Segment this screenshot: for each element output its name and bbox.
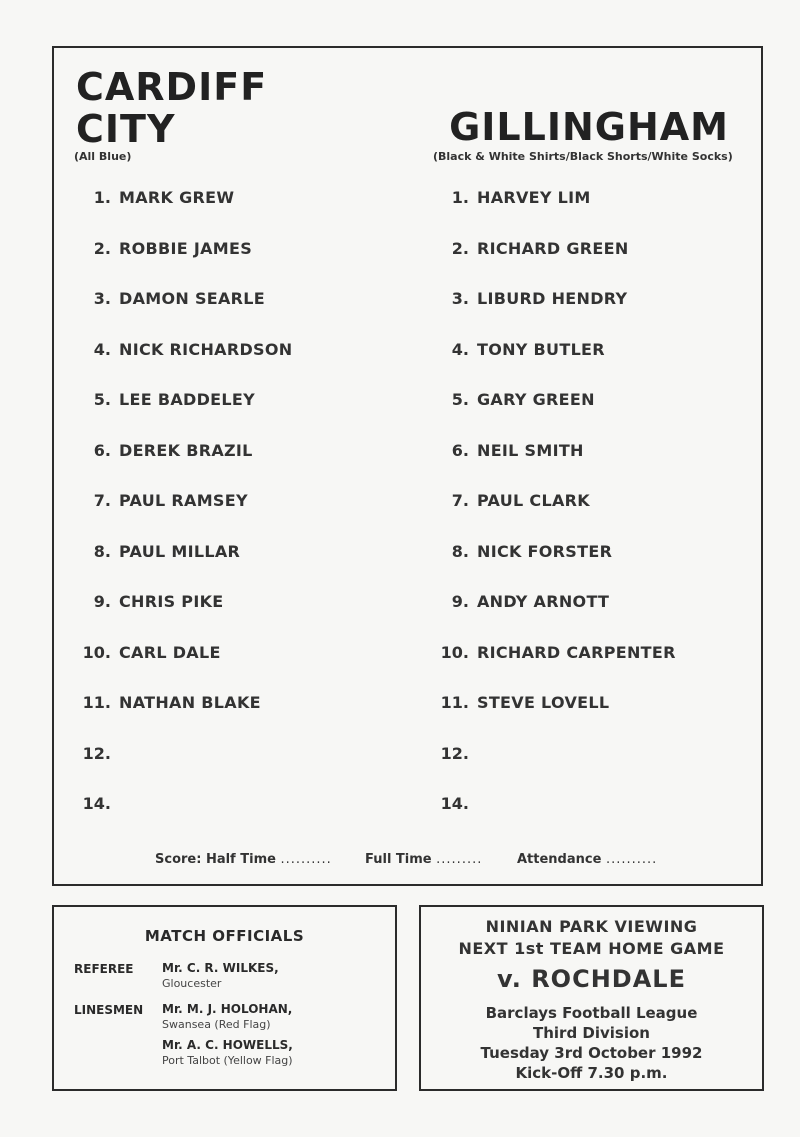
referee-label: REFEREE: [74, 962, 134, 976]
fixture-division: Third Division: [533, 1024, 650, 1042]
shirt-number: 3.: [93, 289, 111, 308]
player-name: HARVEY LIM: [477, 188, 591, 207]
attendance: [517, 852, 657, 867]
shirt-number: 12.: [82, 743, 111, 763]
fixture-line1: NINIAN PARK VIEWING: [485, 917, 698, 936]
shirt-number: 4.: [93, 339, 111, 359]
linesman-1-place: Swansea (Red Flag): [162, 1018, 271, 1031]
fixture-date: Tuesday 3rd October 1992: [480, 1044, 703, 1062]
player-name: CHRIS PIKE: [119, 592, 224, 611]
shirt-number: 8.: [93, 541, 111, 561]
player-name: CARL DALE: [119, 642, 221, 662]
shirt-number: 10.: [82, 642, 111, 662]
away-kit: (Black & White Shirts/Black Shorts/White Socks): [433, 150, 733, 163]
player-name: PAUL MILLAR: [119, 541, 241, 561]
shirt-number: 11.: [440, 693, 469, 712]
full-time-score: [365, 852, 482, 867]
player-name: STEVE LOVELL: [477, 693, 610, 712]
player-name: PAUL RAMSEY: [119, 491, 248, 510]
home-kit: (All Blue): [74, 150, 132, 163]
fixture-opponent: v. ROCHDALE: [497, 965, 686, 993]
half-time-label: Score: Half Time: [155, 852, 276, 867]
player-name: GARY GREEN: [477, 390, 595, 409]
linesman-2-place: Port Talbot (Yellow Flag): [162, 1054, 293, 1067]
home-team-name-line1: CARDIFF: [76, 65, 268, 109]
shirt-number: 6.: [451, 440, 469, 460]
shirt-number: 7.: [93, 491, 111, 510]
shirt-number: 14.: [440, 794, 469, 813]
shirt-number: 8.: [451, 541, 469, 561]
shirt-number: 5.: [451, 390, 469, 409]
player-name: RICHARD CARPENTER: [477, 642, 676, 662]
half-time-dots: ..........: [280, 852, 332, 867]
player-name: NICK RICHARDSON: [119, 339, 293, 359]
shirt-number: 6.: [93, 440, 111, 460]
shirt-number: 1.: [451, 188, 469, 207]
player-name: ANDY ARNOTT: [477, 592, 610, 611]
referee-place: Gloucester: [162, 977, 222, 990]
player-name: RICHARD GREEN: [477, 238, 629, 258]
shirt-number: 5.: [93, 390, 111, 409]
attendance-label: Attendance: [517, 852, 602, 867]
player-name: NICK FORSTER: [477, 541, 613, 561]
player-name: PAUL CLARK: [477, 491, 590, 510]
player-name: DEREK BRAZIL: [119, 440, 253, 460]
shirt-number: 11.: [82, 693, 111, 712]
shirt-number: 10.: [440, 642, 469, 662]
teamsheet-panel: [52, 46, 763, 886]
away-team-name: GILLINGHAM: [449, 105, 729, 149]
fixture-league: Barclays Football League: [485, 1004, 698, 1022]
player-name: TONY BUTLER: [477, 339, 605, 359]
player-name: ROBBIE JAMES: [119, 238, 253, 258]
home-team-name: [76, 66, 267, 150]
shirt-number: 12.: [440, 743, 469, 763]
shirt-number: 3.: [451, 289, 469, 308]
referee-name: Mr. C. R. WILKES,: [162, 961, 279, 975]
next-home-game-box: [419, 905, 764, 1091]
referee: [162, 961, 279, 991]
shirt-number: 9.: [451, 592, 469, 611]
linesman-1: [162, 1002, 292, 1032]
attendance-dots: ..........: [605, 852, 658, 867]
shirt-number: 14.: [82, 794, 111, 813]
half-time-score: [155, 852, 332, 867]
home-team-name-line2: CITY: [76, 107, 176, 151]
player-name: LEE BADDELEY: [119, 390, 256, 409]
shirt-number: 2.: [93, 238, 111, 258]
linesman-2-name: Mr. A. C. HOWELLS,: [162, 1038, 293, 1052]
full-time-dots: .........: [436, 852, 483, 867]
shirt-number: 9.: [93, 592, 111, 611]
linesman-2: [162, 1038, 293, 1068]
shirt-number: 7.: [451, 491, 469, 510]
player-name: DAMON SEARLE: [119, 289, 266, 308]
fixture-line2: NEXT 1st TEAM HOME GAME: [458, 939, 725, 958]
officials-title: MATCH OFFICIALS: [144, 927, 305, 945]
shirt-number: 2.: [451, 238, 469, 258]
player-name: NATHAN BLAKE: [119, 693, 261, 712]
shirt-number: 4.: [451, 339, 469, 359]
linesmen-label: LINESMEN: [74, 1003, 144, 1017]
linesman-1-name: Mr. M. J. HOLOHAN,: [162, 1002, 293, 1016]
full-time-label: Full Time: [365, 852, 432, 867]
player-name: NEIL SMITH: [477, 440, 584, 460]
player-name: LIBURD HENDRY: [477, 289, 628, 308]
shirt-number: 1.: [93, 188, 111, 207]
player-name: MARK GREW: [119, 188, 235, 207]
match-officials-box: [52, 905, 397, 1091]
fixture-kickoff: Kick-Off 7.30 p.m.: [515, 1064, 668, 1082]
